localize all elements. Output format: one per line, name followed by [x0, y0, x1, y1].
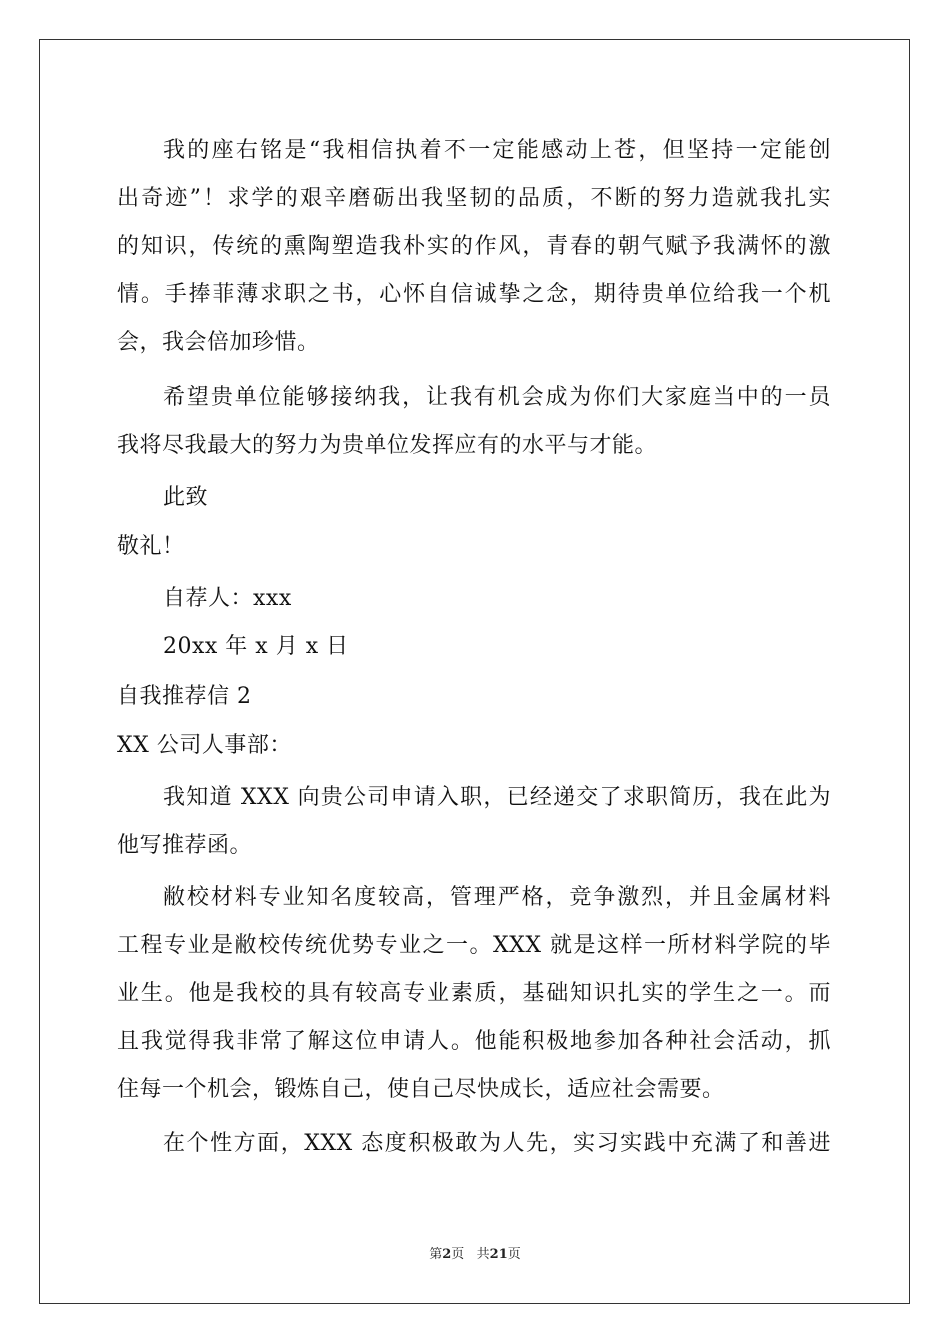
page-current: 2: [442, 1247, 452, 1262]
page-mid: 页 共: [451, 1247, 490, 1262]
para4-line: 且我觉得我非常了解这位申请人。他能积极地参加各种社会活动，抓: [117, 1029, 831, 1054]
page-prefix: 第: [429, 1247, 443, 1262]
para1-line: 情。手捧菲薄求职之书，心怀自信诚挚之念，期待贵单位给我一个机: [117, 282, 831, 307]
para2-line: 我将尽我最大的努力为贵单位发挥应有的水平与才能。: [117, 433, 658, 458]
page-suffix: 页: [507, 1247, 521, 1262]
signer-line: 自荐人：xxx: [163, 586, 292, 611]
page-total: 21: [489, 1247, 508, 1262]
para1-line: 会，我会倍加珍惜。: [117, 330, 320, 355]
para4-line: 业生。他是我校的具有较高专业素质，基础知识扎实的学生之一。而: [117, 981, 831, 1006]
para1-line: 我的座右铭是“我相信执着不一定能感动上苍，但坚持一定能创: [163, 138, 831, 163]
page-footer: [0, 1246, 950, 1264]
para4-line: 敝校材料专业知名度较高，管理严格，竞争激烈，并且金属材料: [163, 885, 831, 910]
letter2-title: 自我推荐信 2: [117, 684, 252, 709]
closing-line: 此致: [163, 485, 209, 510]
date-line: 20xx 年 x 月 x 日: [163, 634, 349, 659]
para4-line: 工程专业是敝校传统优势专业之一。XXX 就是这样一所材料学院的毕: [117, 933, 831, 958]
para2-line: 希望贵单位能够接纳我，让我有机会成为你们大家庭当中的一员: [163, 385, 831, 410]
para3-line: 我知道 XXX 向贵公司申请入职，已经递交了求职简历，我在此为: [163, 785, 831, 810]
page-border: [39, 39, 910, 1304]
salute-line: 敬礼！: [117, 534, 185, 559]
para1-line: 的知识，传统的熏陶塑造我朴实的作风，青春的朝气赋予我满怀的激: [117, 234, 831, 259]
para5-line: 在个性方面，XXX 态度积极敢为人先，实习实践中充满了和善进: [163, 1131, 831, 1156]
para3-line: 他写推荐函。: [117, 833, 253, 858]
para4-line: 住每一个机会，锻炼自己，使自己尽快成长，适应社会需要。: [117, 1077, 725, 1102]
recipient-line: XX 公司人事部：: [117, 733, 292, 758]
para1-line: 出奇迹”！求学的艰辛磨砺出我坚韧的品质，不断的努力造就我扎实: [117, 186, 831, 211]
